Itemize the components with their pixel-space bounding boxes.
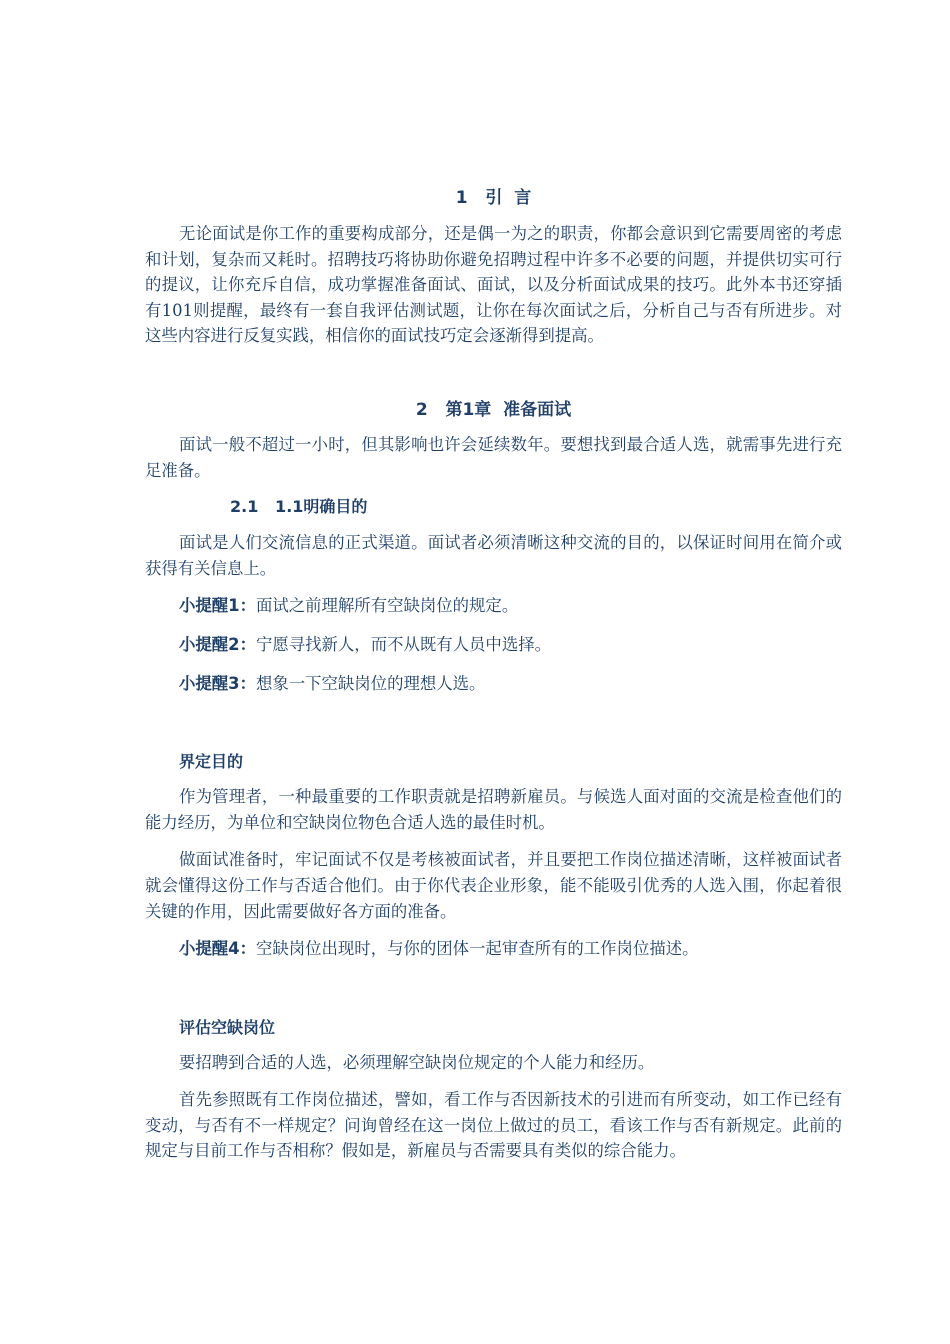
document-page	[145, 186, 842, 1176]
tip-1-label: 小提醒1：	[179, 596, 256, 616]
tip-3-label: 小提醒3：	[179, 673, 256, 693]
chapter1-paragraph: 面试一般不超过一小时，但其影响也许会延续数年。要想找到最合适人选，就需事先进行充足准备。	[145, 434, 842, 480]
tip-2-label: 小提醒2：	[179, 634, 256, 654]
tip-1-text: 面试之前理解所有空缺岗位的规定。	[255, 596, 519, 616]
evaluate-vacancy-heading: 评估空缺岗位	[179, 1017, 276, 1037]
tip-3	[179, 671, 842, 697]
intro-paragraph: 无论面试是你工作的重要构成部分，还是偶一为之的职责，你都会意识到它需要周密的考虑和计划，复杂而又耗时。招聘技巧将协助你避免招聘过程中许多不必要的问题，并提供切实可行的提议，让你充斥自信，成功掌握准备面试、面试，以及分析面试成果的技巧。此外本书还穿插有101则提醒，最终有一套自我评估测试题，让你在每次面试之后，分析自己与否有所进步。对这些内容进行反复实践，相信你的面试技巧定会逐渐得到提高。	[145, 224, 842, 346]
tip-4-label: 小提醒4：	[179, 939, 256, 959]
tip-3-text: 想象一下空缺岗位的理想人选。	[255, 673, 486, 693]
evaluate-vacancy-paragraph-2: 首先参照既有工作岗位描述，譬如，看工作与否因新技术的引进而有所变动，如工作已经有变动，与否有不一样规定？问询曾经在这一岗位上做过的员工，看该工作与否有新规定。此前的规定与目前工作与否相称？假如是，新雇员与否需要具有类似的综合能力。	[145, 1090, 842, 1161]
section-2-1-paragraph: 面试是人们交流信息的正式渠道。面试者必须清晰这种交流的目的，以保证时间用在简介或获得有关信息上。	[145, 533, 842, 578]
intro-heading: 1 引 言	[455, 188, 532, 208]
tip-2	[179, 632, 842, 658]
tip-4-text: 空缺岗位出现时，与你的团体一起审查所有的工作岗位描述。	[255, 939, 699, 959]
tip-2-text: 宁愿寻找新人，而不从既有人员中选择。	[255, 634, 551, 654]
define-purpose-heading: 界定目的	[179, 752, 244, 772]
tip-4	[179, 936, 842, 962]
define-purpose-paragraph-2: 做面试准备时，牢记面试不仅是考核被面试者，并且要把工作岗位描述清晰，这样被面试者就会懂得这份工作与否适合他们。由于你代表企业形象，能不能吸引优秀的人选入围，你起着很关键的作用，因此需要做好各方面的准备。	[145, 850, 842, 921]
evaluate-vacancy-paragraph-1: 要招聘到合适的人选，必须理解空缺岗位规定的个人能力和经历。	[179, 1052, 655, 1072]
section-2-1-heading: 2.1 1.1明确目的	[230, 497, 368, 517]
define-purpose-paragraph-1: 作为管理者，一种最重要的工作职责就是招聘新雇员。与候选人面对面的交流是检查他们的能力经历，为单位和空缺岗位物色合适人选的最佳时机。	[145, 787, 842, 832]
tip-1	[179, 593, 842, 619]
chapter1-heading: 2 第1章 准备面试	[415, 399, 572, 420]
